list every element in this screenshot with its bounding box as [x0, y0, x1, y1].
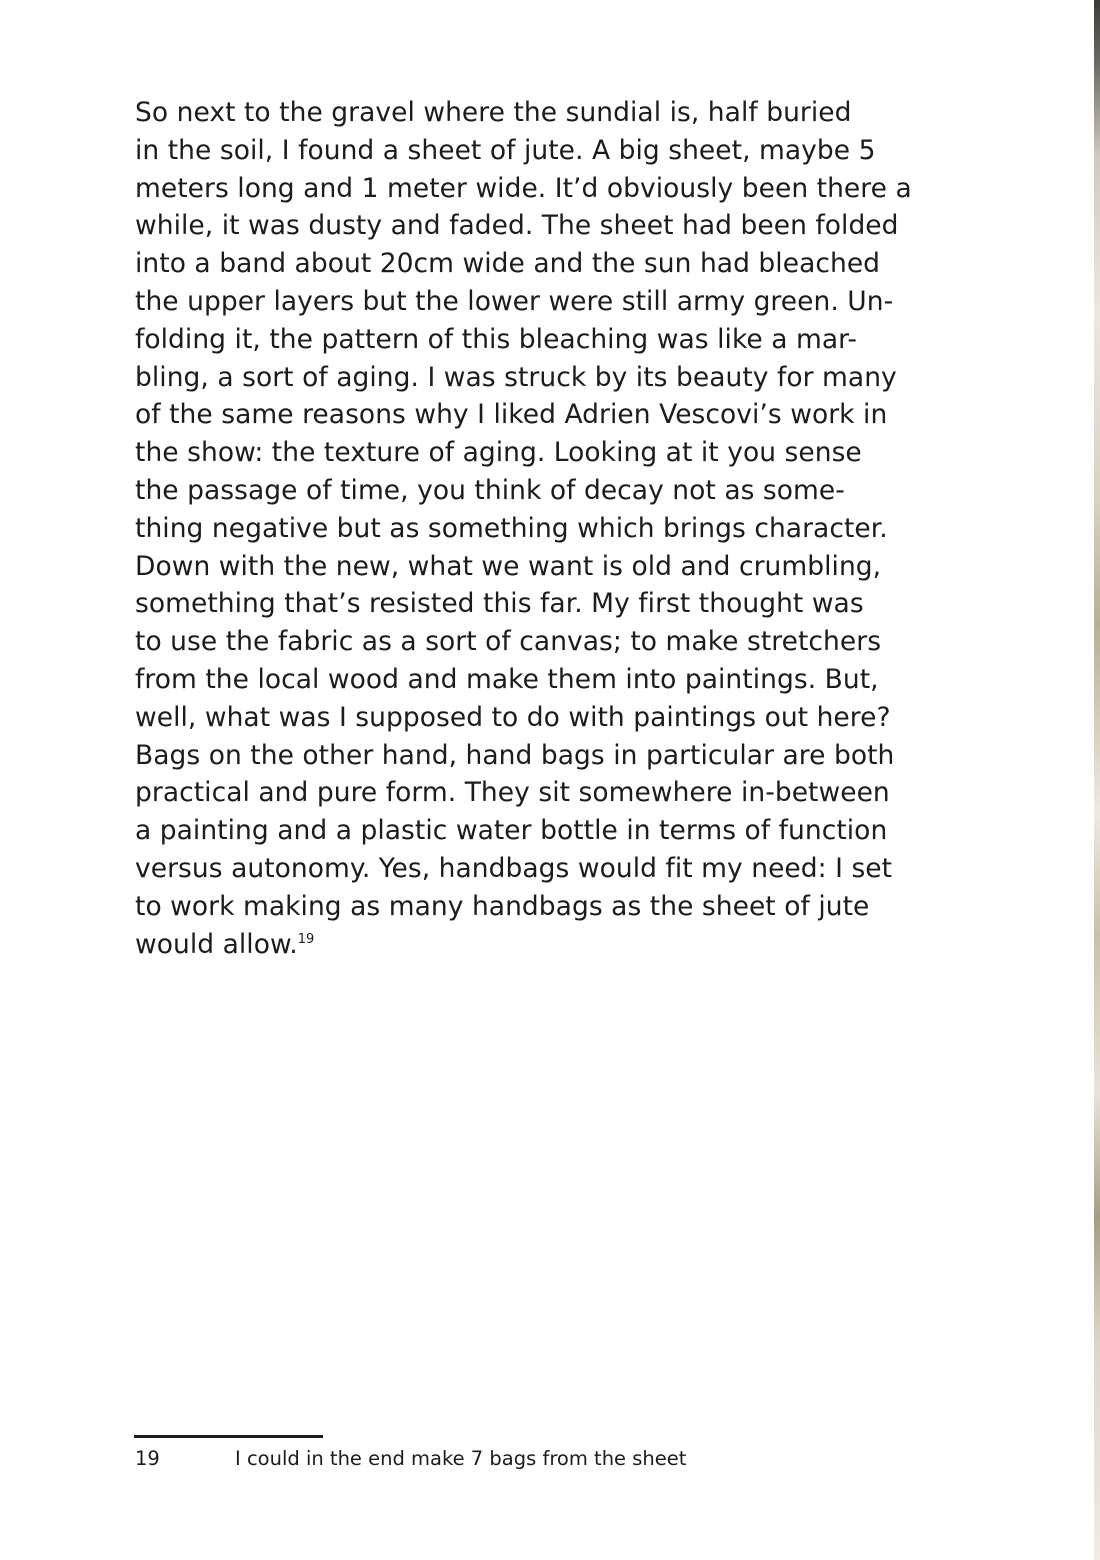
footnote-divider — [134, 1435, 323, 1438]
text-line: Down with the new, what we want is old and crumbling, — [135, 550, 882, 582]
text-line: to work making as many handbags as the sheet of jute — [135, 890, 870, 922]
adjacent-page-edge — [1094, 0, 1100, 1560]
text-line: from the local wood and make them into paintings. But, — [135, 663, 879, 695]
footnote — [135, 1446, 935, 1472]
text-line: something that’s resisted this far. My first thought was — [135, 588, 864, 620]
text-line: to use the fabric as a sort of canvas; to make stretchers — [135, 626, 882, 658]
text-line: a painting and a plastic water bottle in terms of function — [135, 815, 888, 847]
text-line: versus autonomy. Yes, handbags would fit my need: I set — [135, 852, 893, 884]
text-line: meters long and 1 meter wide. It’d obviously been there a — [135, 172, 912, 204]
footnote-number: 19 — [135, 1447, 160, 1470]
body-paragraph — [135, 94, 965, 963]
text-line: of the same reasons why I liked Adrien Vescovi’s work in — [135, 399, 888, 431]
text-line: the upper layers but the lower were still army green. Un- — [135, 285, 894, 317]
text-line: while, it was dusty and faded. The sheet had been folded — [135, 210, 899, 242]
text-line: So next to the gravel where the sundial is, half buried — [135, 97, 852, 128]
text-line: practical and pure form. They sit somewhere in-between — [135, 777, 890, 809]
text-line: Bags on the other hand, hand bags in particular are both — [135, 739, 895, 771]
text-line: well, what was I supposed to do with paintings out here? — [135, 701, 891, 733]
text-line: folding it, the pattern of this bleaching was like a mar- — [135, 323, 857, 355]
footnote-text: I could in the end make 7 bags from the sheet — [235, 1447, 687, 1470]
text-line: thing negative but as something which brings character. — [135, 512, 888, 544]
text-line: into a band about 20cm wide and the sun had bleached — [135, 248, 881, 280]
text-line-content: would allow. — [135, 928, 298, 960]
text-line: bling, a sort of aging. I was struck by its beauty for many — [135, 361, 897, 393]
text-line: the show: the texture of aging. Looking at it you sense — [135, 437, 862, 469]
text-line-last — [135, 926, 965, 964]
text-line: in the soil, I found a sheet of jute. A big sheet, maybe 5 — [135, 134, 876, 166]
text-line: the passage of time, you think of decay not as some- — [135, 474, 845, 506]
footnote-reference[interactable]: 19 — [297, 931, 315, 947]
